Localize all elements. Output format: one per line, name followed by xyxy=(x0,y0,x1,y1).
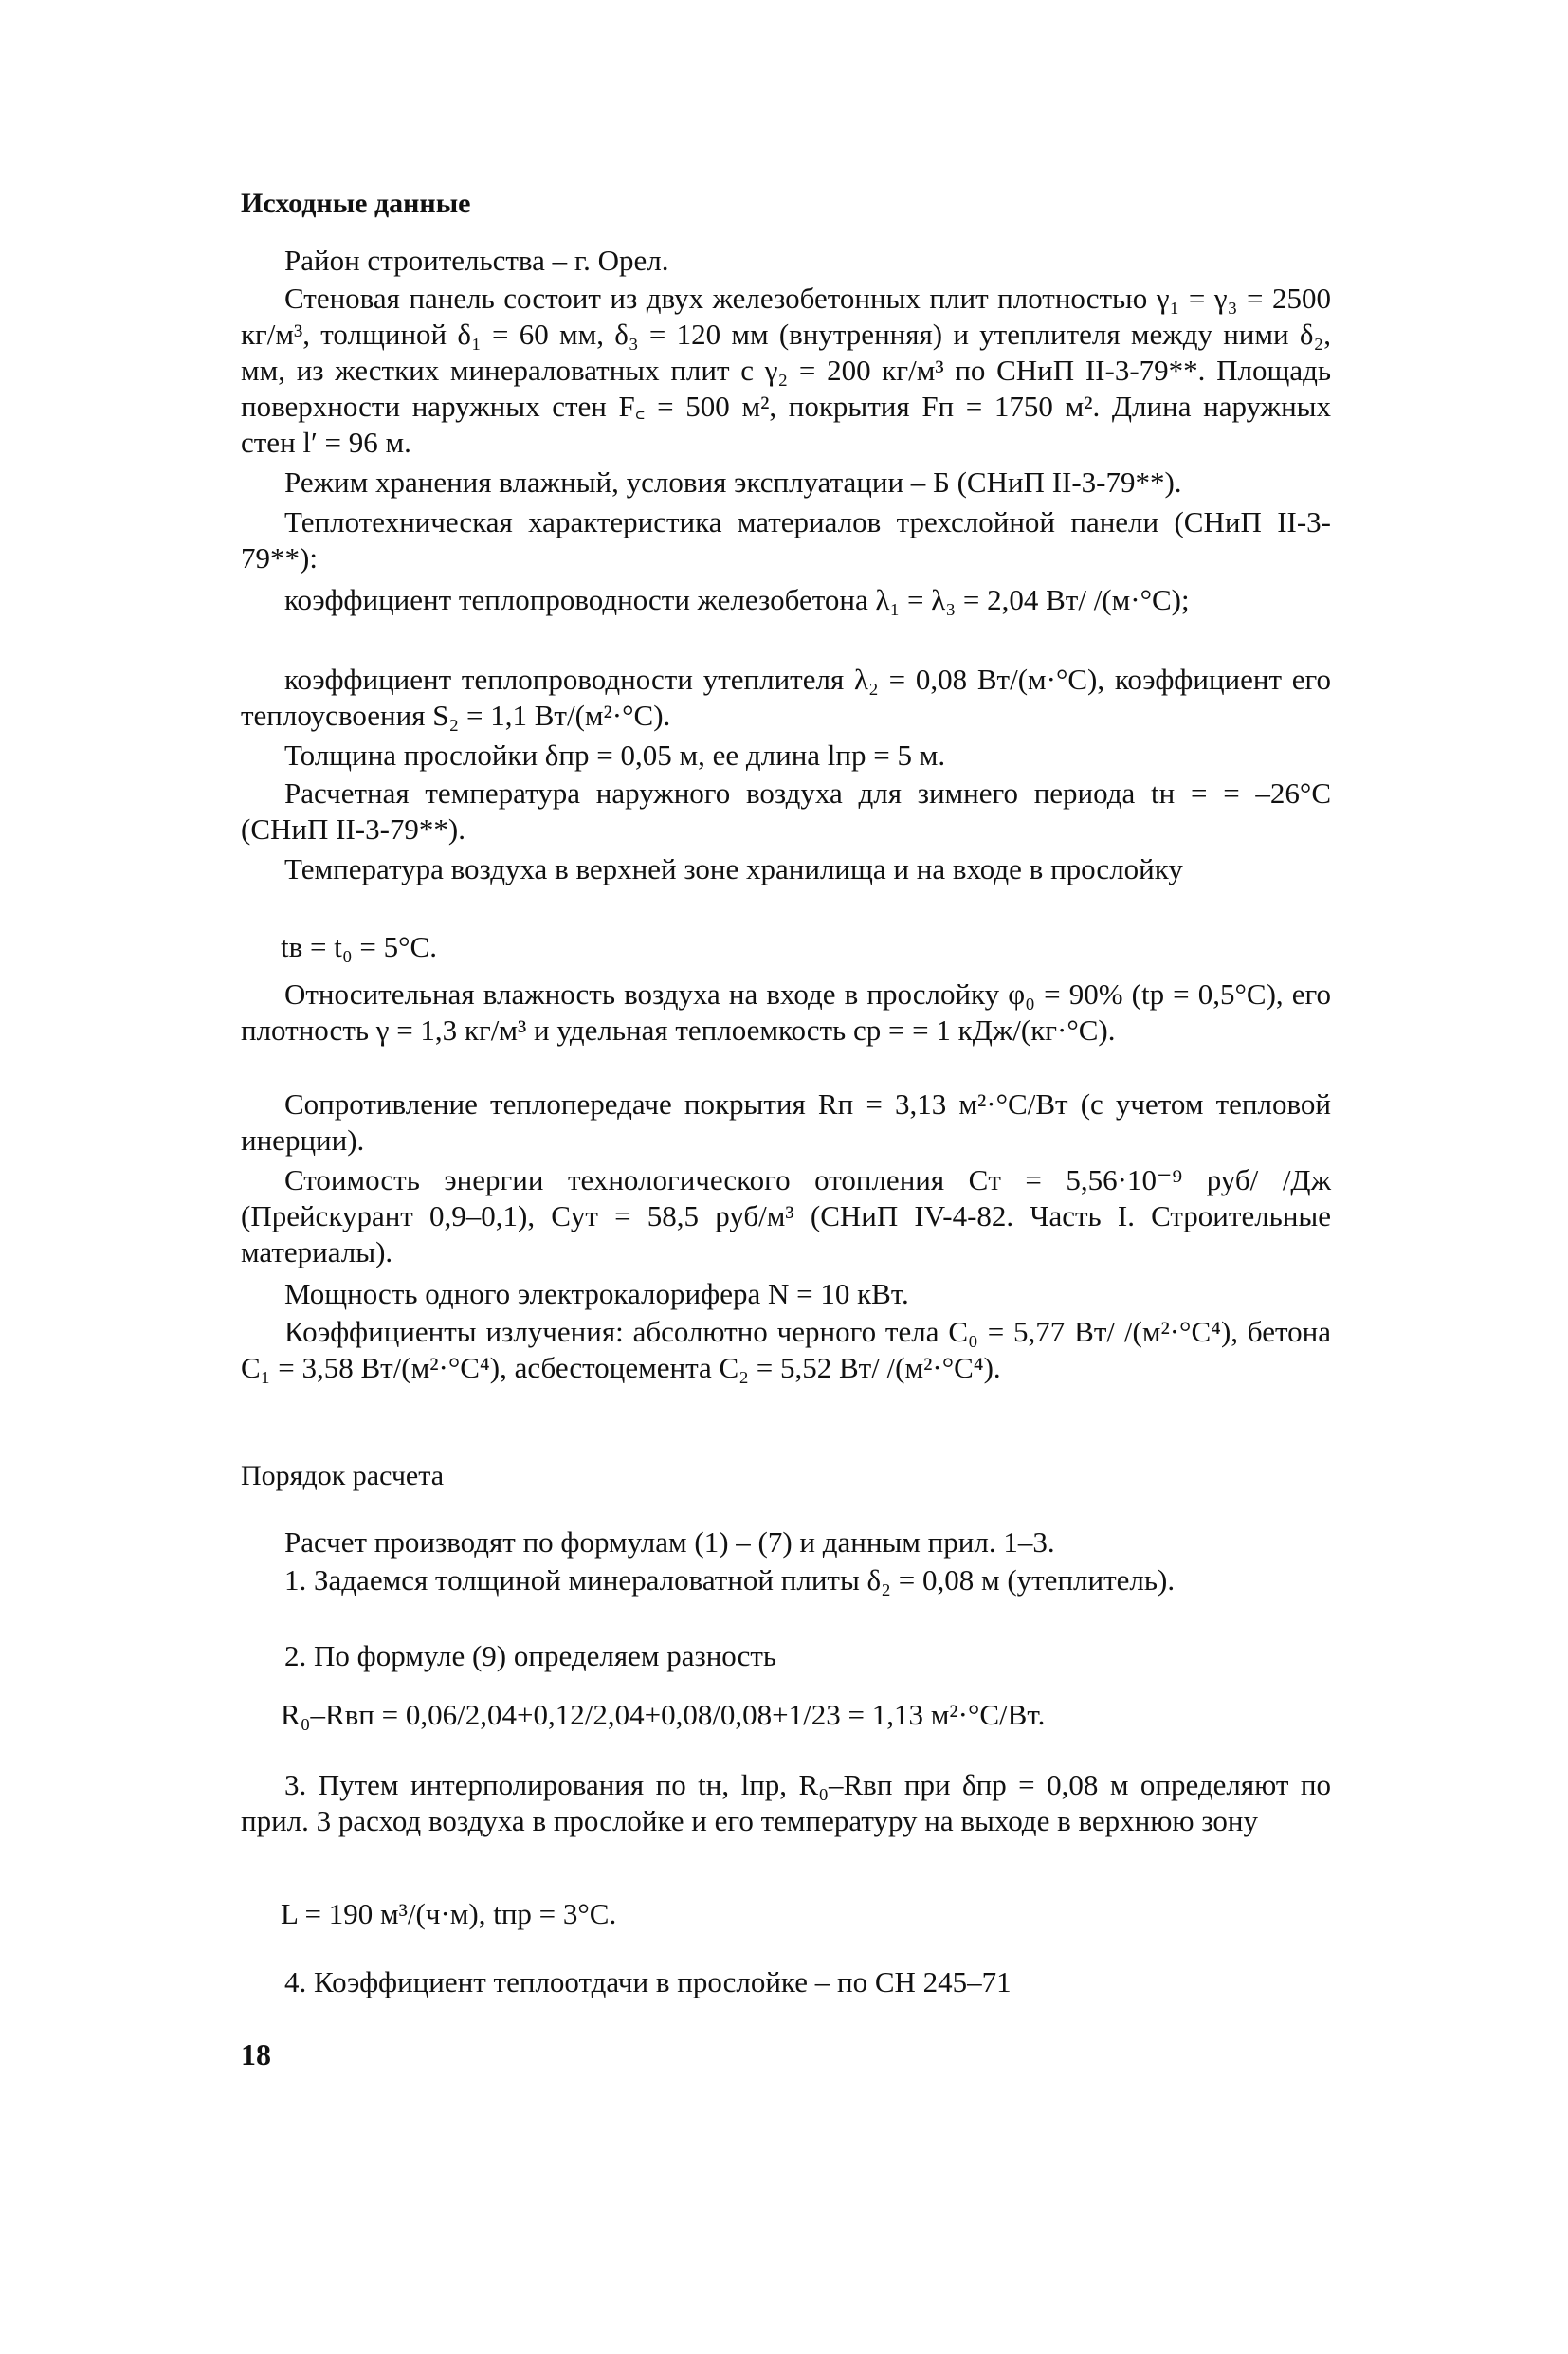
paragraph-step-1: 1. Задаемся толщиной минераловатной плиты δ₂ = 0,08 м (утеплитель). xyxy=(284,1563,1176,1597)
page-number: 18 xyxy=(241,2037,271,2071)
paragraph-calc-intro: Расчет производят по формулам (1) – (7) и данным прил. 1–3. xyxy=(284,1525,1055,1559)
paragraph-step-2: 2. По формуле (9) определяем разность xyxy=(284,1639,777,1672)
paragraph-insulation-conductivity: коэффициент теплопроводности утеплителя λ₂ = 0,08 Вт/(м·°С), коэффициент его теплоусвоения S₂ = 1,1 Вт/(м²·°С). xyxy=(241,663,1331,732)
paragraph-roof-resistance: Сопротивление теплопередаче покрытия Rп = 3,13 м²·°С/Вт (с учетом тепловой инерции). xyxy=(241,1087,1331,1157)
section-heading-calculation: Порядок расчета xyxy=(241,1460,445,1491)
formula-temperature: tв = t₀ = 5°С. xyxy=(281,930,437,963)
formula-resistance: R₀–Rвп = 0,06/2,04+0,12/2,04+0,08/0,08+1/23 = 1,13 м²·°С/Вт. xyxy=(281,1698,1046,1731)
paragraph-emissivity: Коэффициенты излучения: абсолютно черного тела C₀ = 5,77 Вт/ /(м²·°С⁴), бетона C₁ = 3,58 Вт/(м²·°С⁴), асбестоцемента C₂ = 5,52 Вт/ /(м²·°С⁴). xyxy=(241,1315,1331,1384)
paragraph-rc-conductivity: коэффициент теплопроводности железобетона λ₁ = λ₃ = 2,04 Вт/ /(м·°С); xyxy=(284,583,1190,616)
paragraph-heater-power: Мощность одного электрокалорифера N = 10 кВт. xyxy=(284,1277,909,1310)
paragraph-step-3: 3. Путем интерполирования по tн, lпр, R₀–Rвп при δпр = 0,08 м определяют по прил. 3 расход воздуха в прослойке и его температуру на выходе в верхнюю зону xyxy=(241,1768,1331,1837)
paragraph-air-temperature: Температура воздуха в верхней зоне хранилища и на входе в прослойку xyxy=(284,852,1183,885)
paragraph-energy-cost: Стоимость энергии технологического отопления Cт = 5,56·10⁻⁹ руб/ /Дж (Прейскурант 0,9–0,1), Cут = 58,5 руб/м³ (СНиП IV-4-82. Часть I. Строительные материалы). xyxy=(241,1163,1331,1268)
paragraph-layer-thickness: Толщина прослойки δпр = 0,05 м, ее длина lпр = 5 м. xyxy=(284,739,946,772)
paragraph-thermal-characteristics: Теплотехническая характеристика материалов трехслойной панели (СНиП II-3-79**): xyxy=(241,505,1331,575)
paragraph-relative-humidity: Относительная влажность воздуха на входе в прослойку φ₀ = 90% (tр = 0,5°С), его плотность γ = 1,3 кг/м³ и удельная теплоемкость cр = = 1 кДж/(кг·°С). xyxy=(241,977,1331,1047)
paragraph-step-4: 4. Коэффициент теплоотдачи в прослойке – по СН 245–71 xyxy=(284,1965,1012,1998)
paragraph-storage-mode: Режим хранения влажный, условия эксплуатации – Б (СНиП II-3-79**). xyxy=(284,465,1182,499)
paragraph-outdoor-temperature: Расчетная температура наружного воздуха для зимнего периода tн = = –26°С (СНиП II-3-79**). xyxy=(241,776,1331,846)
paragraph-wall-panel: Стеновая панель состоит из двух железобетонных плит плотностью γ₁ = γ₃ = 2500 кг/м³, толщиной δ₁ = 60 мм, δ₃ = 120 мм (внутренняя) и утеплителя между ними δ₂, мм, из жестких минераловатных плит с γ₂ = 200 кг/м³ по СНиП II-3-79**. Площадь поверхности наружных стен F꜀ = 500 м², покрытия Fп = 1750 м². Длина наружных стен l′ = 96 м. xyxy=(241,282,1331,459)
paragraph-region: Район строительства – г. Орел. xyxy=(284,244,669,277)
section-heading-initial-data: Исходные данные xyxy=(241,188,471,219)
formula-air-flow: L = 190 м³/(ч·м), tпр = 3°С. xyxy=(281,1897,617,1930)
